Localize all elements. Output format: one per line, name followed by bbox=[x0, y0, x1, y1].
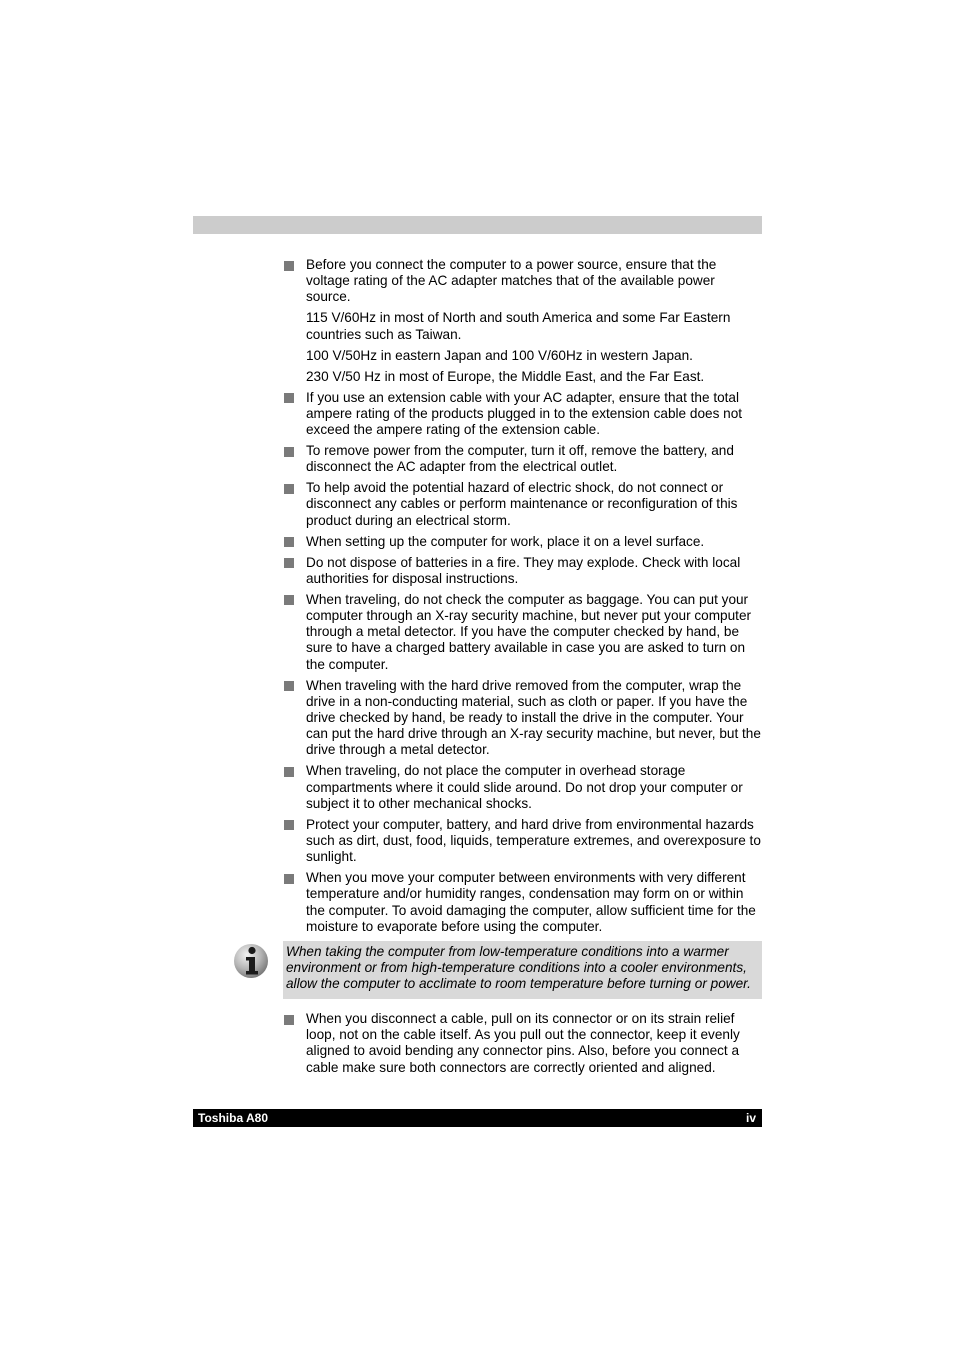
note-block bbox=[283, 941, 762, 999]
square-bullet-icon bbox=[284, 820, 294, 830]
footer-bar bbox=[193, 1109, 762, 1127]
safety-content bbox=[283, 257, 762, 1081]
list-item-text: When traveling, do not check the computer as baggage. You can put your computer through an X-ray security machine, but never put your computer through a metal detector. If you have the computer checked by hand, be sure to have a charged battery available in case you are asked to turn on the computer. bbox=[306, 591, 752, 672]
list-item-text: Do not dispose of batteries in a fire. They may explode. Check with local authorities for disposal instructions. bbox=[306, 554, 741, 586]
footer-page-number: iv bbox=[745, 1111, 756, 1125]
list-item-text: When traveling, do not place the computer in overhead storage compartments where it could slide around. Do not drop your computer or subject it to other mechanical shocks. bbox=[306, 763, 743, 811]
list-item-text: To help avoid the potential hazard of electric shock, do not connect or disconnect any cables or perform maintenance or reconfiguration of this product during an electrical storm. bbox=[306, 480, 738, 528]
list-item bbox=[283, 480, 762, 529]
list-item-text: Before you connect the computer to a power source, ensure that the voltage rating of the AC adapter matches that of the available power source. bbox=[306, 257, 717, 305]
square-bullet-icon bbox=[284, 484, 294, 494]
square-bullet-icon bbox=[284, 558, 294, 568]
list-item bbox=[283, 763, 762, 812]
list-item-text: When you disconnect a cable, pull on its connector or on its strain relief loop, not on the cable itself. As you pull out the connector, keep it evenly aligned to avoid bending any connector pins. Also, before you connect a cable make sure both connectors are correctly oriented and aligned. bbox=[306, 1011, 740, 1075]
list-item bbox=[283, 870, 762, 935]
list-item bbox=[283, 1011, 762, 1076]
list-item bbox=[283, 555, 762, 587]
square-bullet-icon bbox=[284, 767, 294, 777]
info-icon bbox=[233, 941, 269, 979]
list-item bbox=[283, 443, 762, 475]
header-bar bbox=[193, 216, 762, 234]
list-item bbox=[283, 257, 762, 306]
voltage-line: 230 V/50 Hz in most of Europe, the Middle East, and the Far East. bbox=[306, 368, 705, 384]
footer-product-name: Toshiba A80 bbox=[198, 1111, 269, 1125]
square-bullet-icon bbox=[284, 261, 294, 271]
list-item-text: When you move your computer between environments with very different temperature and/or humidity ranges, condensation may form on or within the computer. To avoid damaging the computer, allow sufficient time for the moisture to evaporate before using the computer. bbox=[306, 870, 756, 934]
voltage-line: 115 V/60Hz in most of North and south America and some Far Eastern countries such as Taiwan. bbox=[306, 310, 731, 342]
square-bullet-icon bbox=[284, 595, 294, 605]
list-item-text: When setting up the computer for work, place it on a level surface. bbox=[306, 533, 705, 549]
note-text: When taking the computer from low-temperature conditions into a warmer environment or from high-temperature conditions into a cooler environments, allow the computer to acclimate to room temperature before turning or power. bbox=[283, 941, 762, 999]
square-bullet-icon bbox=[284, 393, 294, 403]
voltage-line: 100 V/50Hz in eastern Japan and 100 V/60Hz in western Japan. bbox=[306, 347, 693, 363]
list-item-text: Protect your computer, battery, and hard drive from environmental hazards such as dirt, dust, food, liquids, temperature extremes, and overexposure to sunlight. bbox=[306, 816, 761, 865]
square-bullet-icon bbox=[284, 681, 294, 691]
list-item bbox=[283, 534, 762, 550]
list-item-text: When traveling with the hard drive removed from the computer, wrap the drive in a non-conducting material, such as cloth or paper. If you have the drive checked by hand, be ready to install the drive in the computer. Your can put the hard drive through an X-ray security machine, but never, but the drive through a metal detector. bbox=[306, 677, 761, 758]
list-item-text: To remove power from the computer, turn it off, remove the battery, and disconnect the AC adapter from the electrical outlet. bbox=[306, 443, 734, 475]
list-item-text: If you use an extension cable with your AC adapter, ensure that the total ampere rating of the products plugged in to the extension cable does not exceed the ampere rating of the extension cable. bbox=[306, 389, 743, 438]
square-bullet-icon bbox=[284, 874, 294, 884]
list-item bbox=[283, 390, 762, 439]
square-bullet-icon bbox=[284, 1015, 294, 1025]
square-bullet-icon bbox=[284, 537, 294, 547]
square-bullet-icon bbox=[284, 447, 294, 457]
list-item bbox=[283, 592, 762, 673]
list-item bbox=[283, 678, 762, 759]
list-item bbox=[283, 817, 762, 866]
